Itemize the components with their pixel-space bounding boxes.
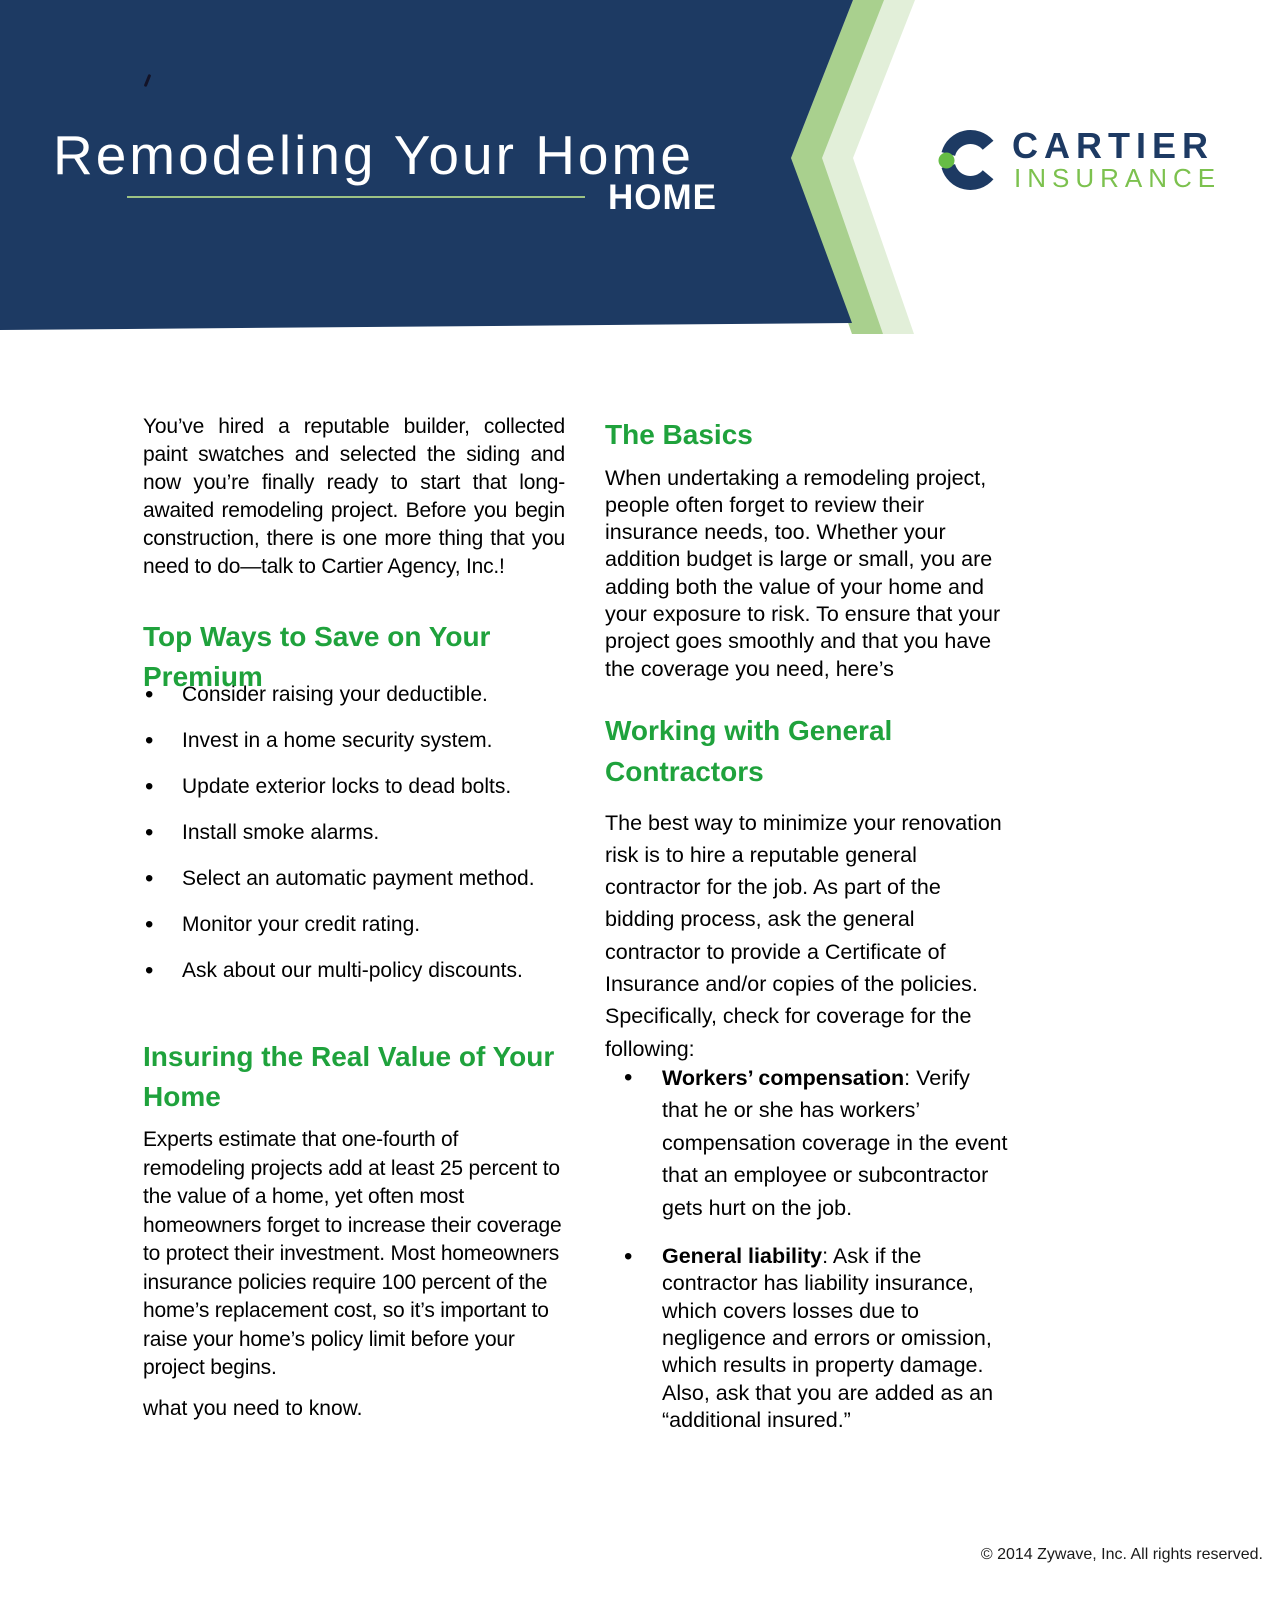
list-item: • Consider raising your deductible. [143,682,565,708]
list-item: • Update exterior locks to dead bolts. [143,774,565,800]
category-label: HOME [608,178,717,217]
basics-paragraph: When undertaking a remodeling project, people often forget to review their insurance needs, too. Whether your addition budget is large or small, you are adding both the value of your home and your exposure to risk. To ensure that your project goes smoothly and that you have the coverage you need, here’s [605,465,1001,681]
contractor-bullet-list [605,1062,1009,1434]
insuring-paragraph: Experts estimate that one-fourth of remodeling projects add at least 25 percent to the value of a home, yet often most homeowners forget to increase their coverage to protect their investment. Most homeowners insurance policies require 100 percent of the home’s replacement cost, so it’s important to raise your home’s policy limit before your project begins. [143,1128,562,1379]
bullet-text: : Ask if the contractor has liability insurance, which covers losses due to negligence and errors or omission, which results in property damage. Also, ask that you are added as an “additional insured.” [662,1244,994,1432]
page-title: Remodeling Your Home [53,123,694,186]
list-item: • Monitor your credit rating. [143,912,565,938]
list-item: • Ask about our multi-policy discounts. [143,958,565,984]
section-heading-contractors: Working with General Contractors [605,715,893,788]
logo-green-dot [939,153,955,169]
logo-brand-name: CARTIER [1012,125,1214,166]
section-heading-basics: The Basics [605,419,753,451]
copyright-notice: © 2014 Zywave, Inc. All rights reserved. [980,1546,1263,1563]
bullet-lead: Workers’ compensation [662,1066,905,1090]
bullet-text: : Verify that he or she has workers’ compensation coverage in the event that an employee or subcontractor gets hurt on the job. [662,1066,1008,1220]
contractors-paragraph: The best way to minimize your renovation risk is to hire a reputable general contractor for the job. As part of the bidding process, ask the general contractor to provide a Certificate of Insurance and/or copies of the policies. Specifically, check for coverage for the following: [605,810,1002,1061]
intro-paragraph: You’ve hired a reputable builder, collected paint swatches and selected the siding and now you’re finally ready to start that long-awaited remodeling project. Before you begin construction, there is one more thing that you need to do—talk to Cartier Agency, Inc.! [143,415,565,578]
savings-bullet-list [143,682,565,1004]
list-item [605,1243,994,1434]
bullet-lead: General liability [662,1244,823,1269]
title-underline [127,196,585,198]
section-heading-top-ways: Top Ways to Save on Your Premium [143,621,491,693]
list-item [605,1062,1009,1224]
logo-tagline: INSURANCE [1014,163,1222,193]
section-heading-insuring: Insuring the Real Value of Your Home [143,1041,555,1113]
note-line: what you need to know. [143,1397,363,1420]
list-item: • Select an automatic payment method. [143,866,565,892]
list-item: • Invest in a home security system. [143,728,565,754]
list-item: • Install smoke alarms. [143,820,565,846]
cartier-logo-c-icon [939,137,989,183]
